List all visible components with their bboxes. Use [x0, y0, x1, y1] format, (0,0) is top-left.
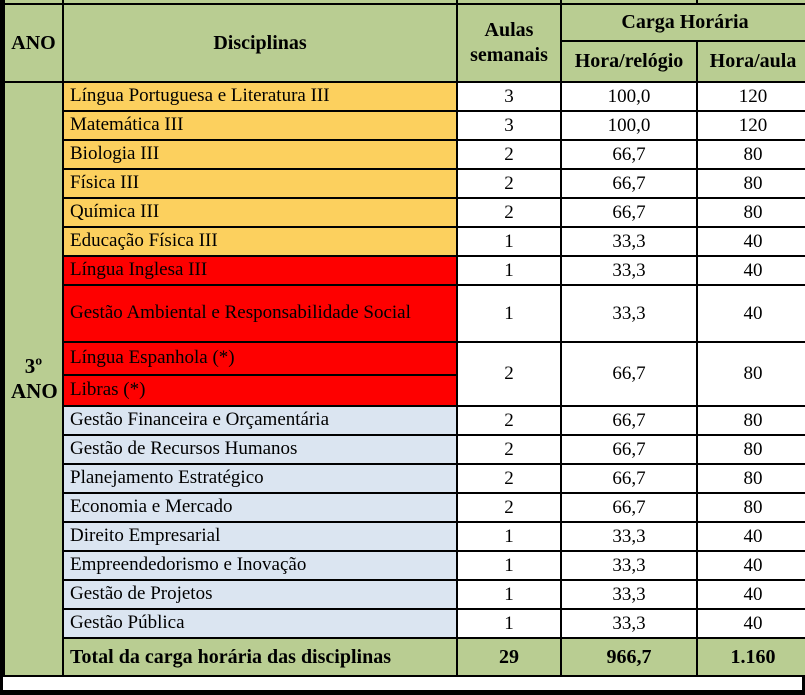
table-row: [4, 169, 805, 198]
hora-aula-cell: 40: [697, 609, 805, 638]
hora-aula-cell: 80: [697, 198, 805, 227]
table-row: [4, 522, 805, 551]
aulas-cell: 3: [457, 111, 561, 140]
hora-aula-cell: 80: [697, 435, 805, 464]
aulas-cell: 1: [457, 609, 561, 638]
hora-aula-cell: 40: [697, 580, 805, 609]
total-hora-aula-cell: 1.160: [697, 638, 805, 676]
discipline-cell: Gestão de Recursos Humanos: [63, 435, 457, 464]
header-ano: ANO: [4, 4, 63, 82]
hora-relogio-cell: 33,3: [561, 580, 697, 609]
hora-aula-cell: 80: [697, 140, 805, 169]
aulas-cell: 1: [457, 522, 561, 551]
table-row: [4, 198, 805, 227]
hora-relogio-cell: 66,7: [561, 493, 697, 522]
aulas-cell: 2: [457, 435, 561, 464]
hora-relogio-cell: 66,7: [561, 169, 697, 198]
discipline-cell: Gestão Ambiental e Responsabilidade Social: [63, 285, 457, 342]
curriculum-table: [3, 0, 805, 677]
hora-aula-cell: 80: [697, 464, 805, 493]
table-row: [4, 140, 805, 169]
discipline-cell: Libras (*): [63, 375, 457, 406]
discipline-cell: Língua Inglesa III: [63, 256, 457, 285]
hora-relogio-cell: 33,3: [561, 551, 697, 580]
hora-aula-cell: 40: [697, 551, 805, 580]
total-hora-relogio-cell: 966,7: [561, 638, 697, 676]
discipline-cell: Matemática III: [63, 111, 457, 140]
discipline-cell: Planejamento Estratégico: [63, 464, 457, 493]
discipline-cell: Língua Espanhola (*): [63, 342, 457, 375]
hora-relogio-cell: 66,7: [561, 464, 697, 493]
hora-aula-cell: 40: [697, 522, 805, 551]
header-row-top: [4, 4, 805, 41]
table-row: [4, 551, 805, 580]
table-row: [4, 111, 805, 140]
header-hora-aula: Hora/aula: [697, 41, 805, 82]
hora-relogio-cell: 66,7: [561, 198, 697, 227]
hora-relogio-cell: 66,7: [561, 406, 697, 435]
aulas-cell: 1: [457, 227, 561, 256]
aulas-cell: 2: [457, 198, 561, 227]
header-disciplinas: Disciplinas: [63, 4, 457, 82]
aulas-cell: 2: [457, 140, 561, 169]
hora-aula-cell: 120: [697, 82, 805, 111]
hora-aula-cell-merged: 80: [697, 342, 805, 406]
table-row: [4, 82, 805, 111]
discipline-cell: Direito Empresarial: [63, 522, 457, 551]
aulas-cell: 1: [457, 551, 561, 580]
year-cell: [4, 82, 63, 676]
aulas-cell: 2: [457, 464, 561, 493]
hora-relogio-cell: 33,3: [561, 256, 697, 285]
hora-relogio-cell: 33,3: [561, 227, 697, 256]
total-row: [4, 638, 805, 676]
aulas-cell: 2: [457, 406, 561, 435]
hora-relogio-cell: 100,0: [561, 111, 697, 140]
aulas-cell: 2: [457, 169, 561, 198]
aulas-cell-merged: 2: [457, 342, 561, 406]
aulas-cell: 1: [457, 256, 561, 285]
hora-aula-cell: 120: [697, 111, 805, 140]
table-row: [4, 227, 805, 256]
table-row: [4, 256, 805, 285]
discipline-cell: Gestão Pública: [63, 609, 457, 638]
hora-aula-cell: 40: [697, 256, 805, 285]
hora-aula-cell: 80: [697, 169, 805, 198]
table-row: [4, 342, 805, 375]
discipline-cell: Física III: [63, 169, 457, 198]
table-row: [4, 464, 805, 493]
discipline-cell: Gestão Financeira e Orçamentária: [63, 406, 457, 435]
discipline-cell: Empreendedorismo e Inovação: [63, 551, 457, 580]
discipline-cell: Economia e Mercado: [63, 493, 457, 522]
aulas-cell: 1: [457, 285, 561, 342]
table-row: [4, 285, 805, 342]
discipline-cell: Educação Física III: [63, 227, 457, 256]
aulas-cell: 3: [457, 82, 561, 111]
header-carga-horaria: Carga Horária: [561, 4, 805, 41]
hora-relogio-cell: 66,7: [561, 140, 697, 169]
discipline-cell: Biologia III: [63, 140, 457, 169]
table-row: [4, 406, 805, 435]
total-aulas-cell: 29: [457, 638, 561, 676]
hora-relogio-cell: 66,7: [561, 435, 697, 464]
table-row: [4, 609, 805, 638]
aulas-cell: 1: [457, 580, 561, 609]
discipline-cell: Língua Portuguesa e Literatura III: [63, 82, 457, 111]
hora-aula-cell: 40: [697, 285, 805, 342]
table-row: [4, 580, 805, 609]
aulas-cell: 2: [457, 493, 561, 522]
header-hora-relogio: Hora/relógio: [561, 41, 697, 82]
hora-relogio-cell: 33,3: [561, 285, 697, 342]
hora-relogio-cell-merged: 66,7: [561, 342, 697, 406]
hora-relogio-cell: 100,0: [561, 82, 697, 111]
header-aulas-semanais: Aulas semanais: [457, 4, 561, 82]
year-line1: 3º: [24, 353, 43, 378]
year-line2: ANO: [11, 379, 58, 403]
hora-aula-cell: 80: [697, 406, 805, 435]
hora-aula-cell: 80: [697, 493, 805, 522]
discipline-cell: Química III: [63, 198, 457, 227]
table-row: [4, 435, 805, 464]
hora-aula-cell: 40: [697, 227, 805, 256]
discipline-cell: Gestão de Projetos: [63, 580, 457, 609]
hora-relogio-cell: 33,3: [561, 522, 697, 551]
hora-relogio-cell: 33,3: [561, 609, 697, 638]
total-label-cell: Total da carga horária das disciplinas: [63, 638, 457, 676]
table-row: [4, 493, 805, 522]
